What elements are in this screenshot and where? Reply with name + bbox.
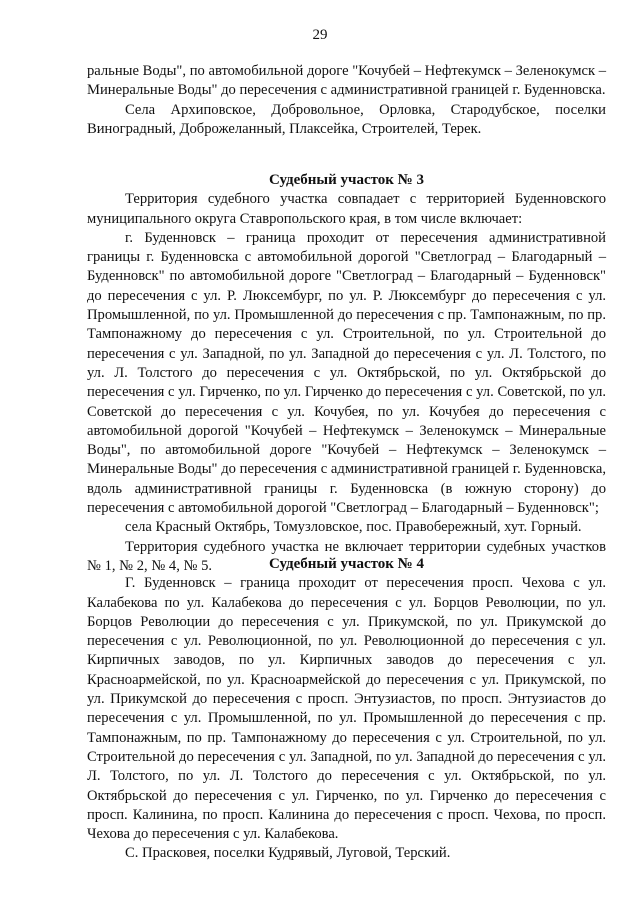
exclusion-paragraph: Территория судебного участка не включает территории судебных участков № 1, № 2, № 4, № 5. [87,538,606,574]
territory-paragraph: Территория судебного участка совпадает с территорией Буденновского муниципального округа Ставропольского края, в том числе включает: [87,191,606,227]
villages-paragraph: С. Прасковея, поселки Кудрявый, Луговой, Терский. [125,845,451,862]
continued-paragraph: ральные Воды", по автомобильной дороге "Кочубей – Нефтекумск – Зеленокумск – Минеральные Воды" до пересечения с административной границей г. Буденновска. [87,63,606,99]
section-court-district-3 [87,171,606,576]
section-heading-4: Судебный участок № 4 [268,556,424,572]
boundary-paragraph: Г. Буденновск – граница проходит от пересечения просп. Чехова с ул. Калабекова по ул. Калабекова до пересечения с ул. Борцов Революции, по ул. Борцов Революции до пересечения с ул. Прикумской, по ул. Прикумской до пересечения с ул. Революционной, по ул. Революционной до пересечения с ул. Кирпичных заводов, по ул. Кирпичных заводов до пересечения с ул. Красноармейской, по ул. Красноармейской до пересечения с ул. Прикумской, по ул. Прикумской до пересечения с просп. Энтузиастов, по просп. Энтузиастов до пересечения с ул. Промышленной, по ул. Промышленной до пересечения с пр. Тампонажным, по пр. Тампонажному до пересечения с ул. Строительной, по ул. Строительной до пересечения с ул. Западной, по ул. Западной до пересечения с ул. Л. Толстого, по ул. Л. Толстого до пересечения с ул. Октябрьской, по ул. Октябрьской до пересечения с ул. Гирченко, по ул. Гирченко до пересечения с просп. Калинина, по просп. Калинина до пересечения с просп. Чехова, по просп. Чехова до пересечения с ул. Калабекова. [87,575,606,843]
section-court-district-4 [87,555,606,864]
continued-text-block [87,62,606,139]
boundary-paragraph: г. Буденновск – граница проходит от пересечения административной границы г. Буденновска с автомобильной дорогой "Светлоград – Благодарный – Буденновск" по автомобильной дороге "Светлоград – Благодарный – Буденновск" до пересечения с ул. Р. Люксембург, по ул. Р. Люксембург до пересечения с ул. Промышленной, по ул. Промышленной до пересечения с пр. Тампонажным, по пр. Тампонажному до пересечения с ул. Строительной, по ул. Строительной до пересечения с ул. Западной, по ул. Западной до пересечения с ул. Л. Толстого, по ул. Л. Толстого до пересечения с ул. Октябрьской, по ул. Октябрьской до пересечения с ул. Гирченко, по ул. Гирченко до пересечения с ул. Советской, по ул. Советской до пересечения с ул. Кочубея, по ул. Кочубея до пересечения с автомобильной дорогой "Кочубей – Нефтекумск – Зеленокумск – Минеральные Воды", по автомобильной дороге "Кочубей – Нефтекумск – Зеленокумск – Минеральные Воды" до пересечения с административной границей г. Буденновска, вдоль административной границы г. Буденновска (в южную сторону) до пересечения с автомобильной дорогой "Светлоград – Благодарный – Буденновск"; [87,229,606,517]
villages-paragraph: села Красный Октябрь, Томузловское, пос. Правобережный, хут. Горный. [125,519,582,536]
villages-paragraph: Села Архиповское, Добровольное, Орловка, Стародубское, поселки Виноградный, Доброжеланный, Плаксейка, Строителей, Терек. [87,101,606,137]
page-number: 29 [312,27,328,43]
section-heading-3: Судебный участок № 3 [268,172,424,188]
